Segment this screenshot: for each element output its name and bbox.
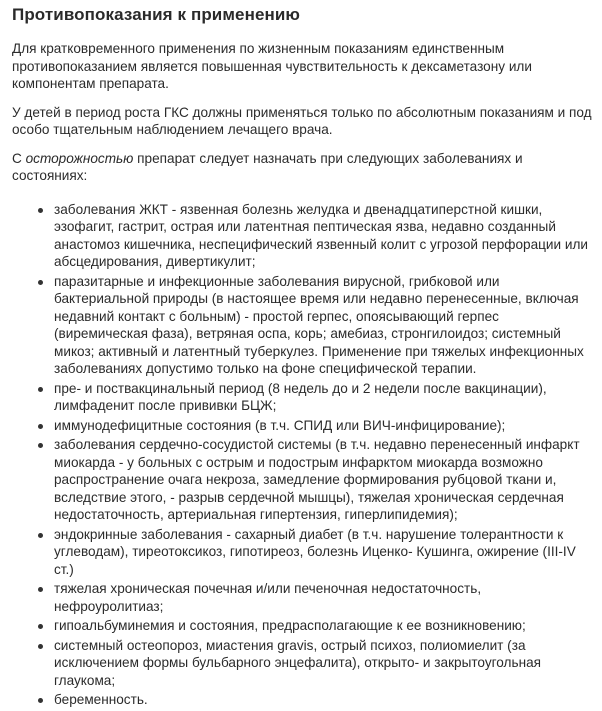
list-item (54, 273, 592, 378)
bullet-icon (38, 698, 43, 703)
bullet-icon (38, 280, 43, 285)
list-item (54, 436, 592, 524)
bullet-icon (38, 644, 43, 649)
list-item-text: гипоальбуминемия и состояния, предрасполагающие к ее возникновению; (54, 618, 526, 633)
list-item-text: системный остеопороз, миастения gravis, острый психоз, полиомиелит (за исключением формы бульбарного энцефалита), открыто- и закрытоугольная глаукома; (54, 637, 542, 688)
list-item (54, 526, 592, 579)
bullet-icon (38, 424, 43, 429)
list-item (54, 380, 592, 415)
list-item-text: беременность. (54, 692, 148, 707)
list-item-text: паразитарные и инфекционные заболевания вирусной, грибковой или бактериальной природы (в настоящее время или недавно перенесенные, включая недавний контакт с больным) - простой герпес, опоясывающий герпес (виремическая фаза), ветряная оспа, корь; амебиаз, стронгилоидоз; системный микоз; активный и латентный туберкулез. Применение при тяжелых инфекционных заболеваниях допустимо только на фоне специфической терапии. (54, 273, 584, 376)
document-section (12, 4, 592, 711)
list-item-text: заболевания сердечно-сосудистой системы (в т.ч. недавно перенесенный инфаркт миокарда - у больных с острым и подострым инфарктом миокарда возможно распространение очага некроза, замедление формирования рубцовой ткани и, вследствие этого, - разрыв сердечной мышцы), тяжелая хроническая сердечная недостаточность, артериальная гипертензия, гиперлипидемия); (54, 437, 580, 522)
list-item-text: тяжелая хроническая почечная и/или печеночная недостаточность, нефроуролитиаз; (54, 581, 482, 614)
paragraph-children: У детей в период роста ГКС должны применяться только по абсолютным показаниям и под особо тщательным наблюдением лечащего врача. (12, 104, 592, 137)
list-item-text: эндокринные заболевания - сахарный диабет (в т.ч. нарушение толерантности к углеводам), тиреотоксикоз, гипотиреоз, болезнь Иценко- Кушинга, ожирение (III-IV ст.) (54, 526, 576, 577)
list-item (54, 637, 592, 690)
paragraph-caution-intro (12, 150, 592, 185)
bullet-icon (38, 387, 43, 392)
list-item-text: пре- и поствакцинальный период (8 недель до и 2 недели после вакцинации), лимфаденит после прививки БЦЖ; (54, 380, 547, 413)
caution-prefix: С (12, 150, 26, 166)
list-item (54, 580, 592, 615)
list-item-text: иммунодефицитные состояния (в т.ч. СПИД или ВИЧ-инфицирование); (54, 417, 506, 433)
section-title: Противопоказания к применению (12, 5, 301, 24)
bullet-icon (38, 443, 43, 448)
list-item (54, 617, 592, 635)
caution-emphasis: осторожностью (25, 150, 134, 166)
bullet-icon (38, 208, 43, 213)
bullet-icon (38, 587, 43, 592)
paragraph-main-contraindication: Для кратковременного применения по жизненным показаниям единственным противопоказанием является повышенная чувствительность к дексаметазону или компонентам препарата. (12, 41, 532, 91)
list-item (54, 417, 592, 435)
caution-list (12, 201, 592, 709)
list-item-text: заболевания ЖКТ - язвенная болезнь желудка и двенадцатиперстной кишки, эзофагит, гастрит, острая или латентная пептическая язва, недавно созданный анастомоз кишечника, неспецифический язвенный колит с угрозой перфорации или абсцедирования, дивертикулит; (54, 201, 588, 269)
caution-suffix: препарат следует назначать при следующих заболеваниях и состояниях: (12, 150, 523, 183)
bullet-icon (38, 533, 43, 538)
bullet-icon (38, 624, 43, 629)
list-item (54, 201, 592, 271)
